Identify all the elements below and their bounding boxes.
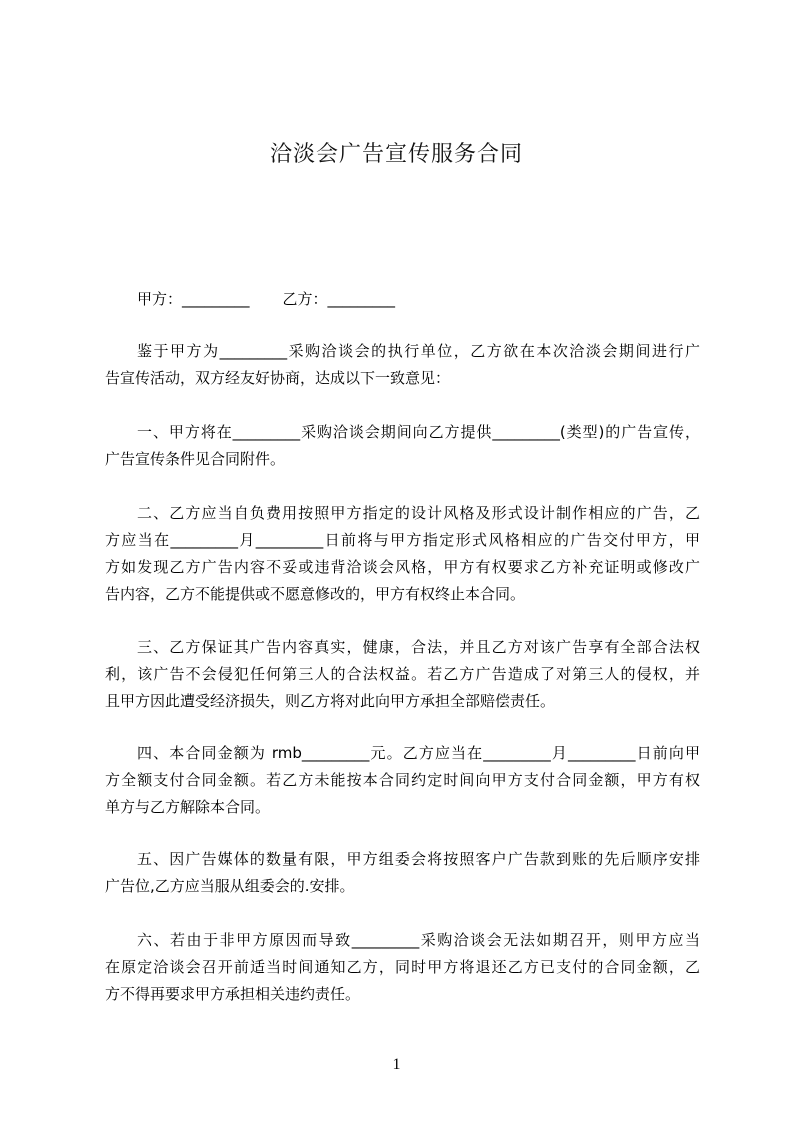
clause-2	[105, 500, 700, 608]
clause-1	[105, 419, 700, 473]
clause-5	[105, 846, 700, 900]
page-number: 1	[392, 1056, 401, 1073]
paragraph-line: 利，该广告不会侵犯任何第三人的合法权益。若乙方广告造成了对第三人的侵权，并	[105, 665, 700, 683]
clause-4	[105, 740, 700, 821]
paragraph-line: 告宣传活动，双方经友好协商，达成以下一致意见：	[105, 369, 451, 387]
paragraph-line: 四、本合同金额为 rmb_________元。乙方应当在_________月_________日前向甲	[137, 744, 700, 762]
paragraph-line: 单方与乙方解除本合同。	[105, 798, 271, 816]
paragraph-line: 方应当在_________月_________日前将与甲方指定形式风格相应的广告交付甲方，甲	[105, 531, 700, 549]
parties-line	[105, 286, 700, 313]
paragraph-line: 一、甲方将在_________采购洽谈会期间向乙方提供_________(类型)的广告宣传，	[137, 423, 700, 441]
document-title: 洽淡会广告宣传服务合同	[269, 142, 523, 167]
paragraph-line: 在原定洽谈会召开前适当时间通知乙方，同时甲方将退还乙方已支付的合同金额，乙	[105, 958, 700, 976]
paragraph-line: 方不得再要求甲方承担相关违约责任。	[105, 985, 361, 1003]
paragraph-line: 广告位,乙方应当服从组委会的.安排。	[105, 877, 355, 895]
clause-6	[105, 927, 700, 1008]
paragraph-line: 鉴于甲方为_________采购洽谈会的执行单位，乙方欲在本次洽淡会期间进行广	[137, 342, 700, 360]
clause-3	[105, 634, 700, 715]
paragraph-line: 方如发现乙方广告内容不妥或违背洽谈会风格，甲方有权要求乙方补充证明或修改广	[105, 558, 700, 576]
paragraph-line: 且甲方因此遭受经济损失，则乙方将对此向甲方承担全部赔偿责任。	[105, 692, 556, 710]
paragraph-line: 广告宣传条件见合同附件。	[105, 450, 286, 468]
paragraph-line: 五、因广告媒体的数量有限，甲方组委会将按照客户广告款到账的先后顺序安排	[137, 850, 700, 868]
party-b-field: 乙方：_________	[282, 290, 396, 308]
party-a-field: 甲方：_________	[137, 290, 250, 308]
preamble-paragraph	[105, 338, 700, 392]
paragraph-line: 告内容，乙方不能提供或不愿意修改的，甲方有权终止本合同。	[105, 585, 526, 603]
paragraph-line: 方全额支付合同金额。若乙方未能按本合同约定时间向甲方支付合同金额，甲方有权	[105, 771, 700, 789]
paragraph-line: 三、乙方保证其广告内容真实，健康，合法，并且乙方对该广告享有全部合法权	[137, 638, 700, 656]
paragraph-line: 六、若由于非甲方原因而导致_________采购洽谈会无法如期召开，则甲方应当	[137, 931, 700, 949]
paragraph-line: 二、乙方应当自负费用按照甲方指定的设计风格及形式设计制作相应的广告，乙	[137, 504, 700, 522]
